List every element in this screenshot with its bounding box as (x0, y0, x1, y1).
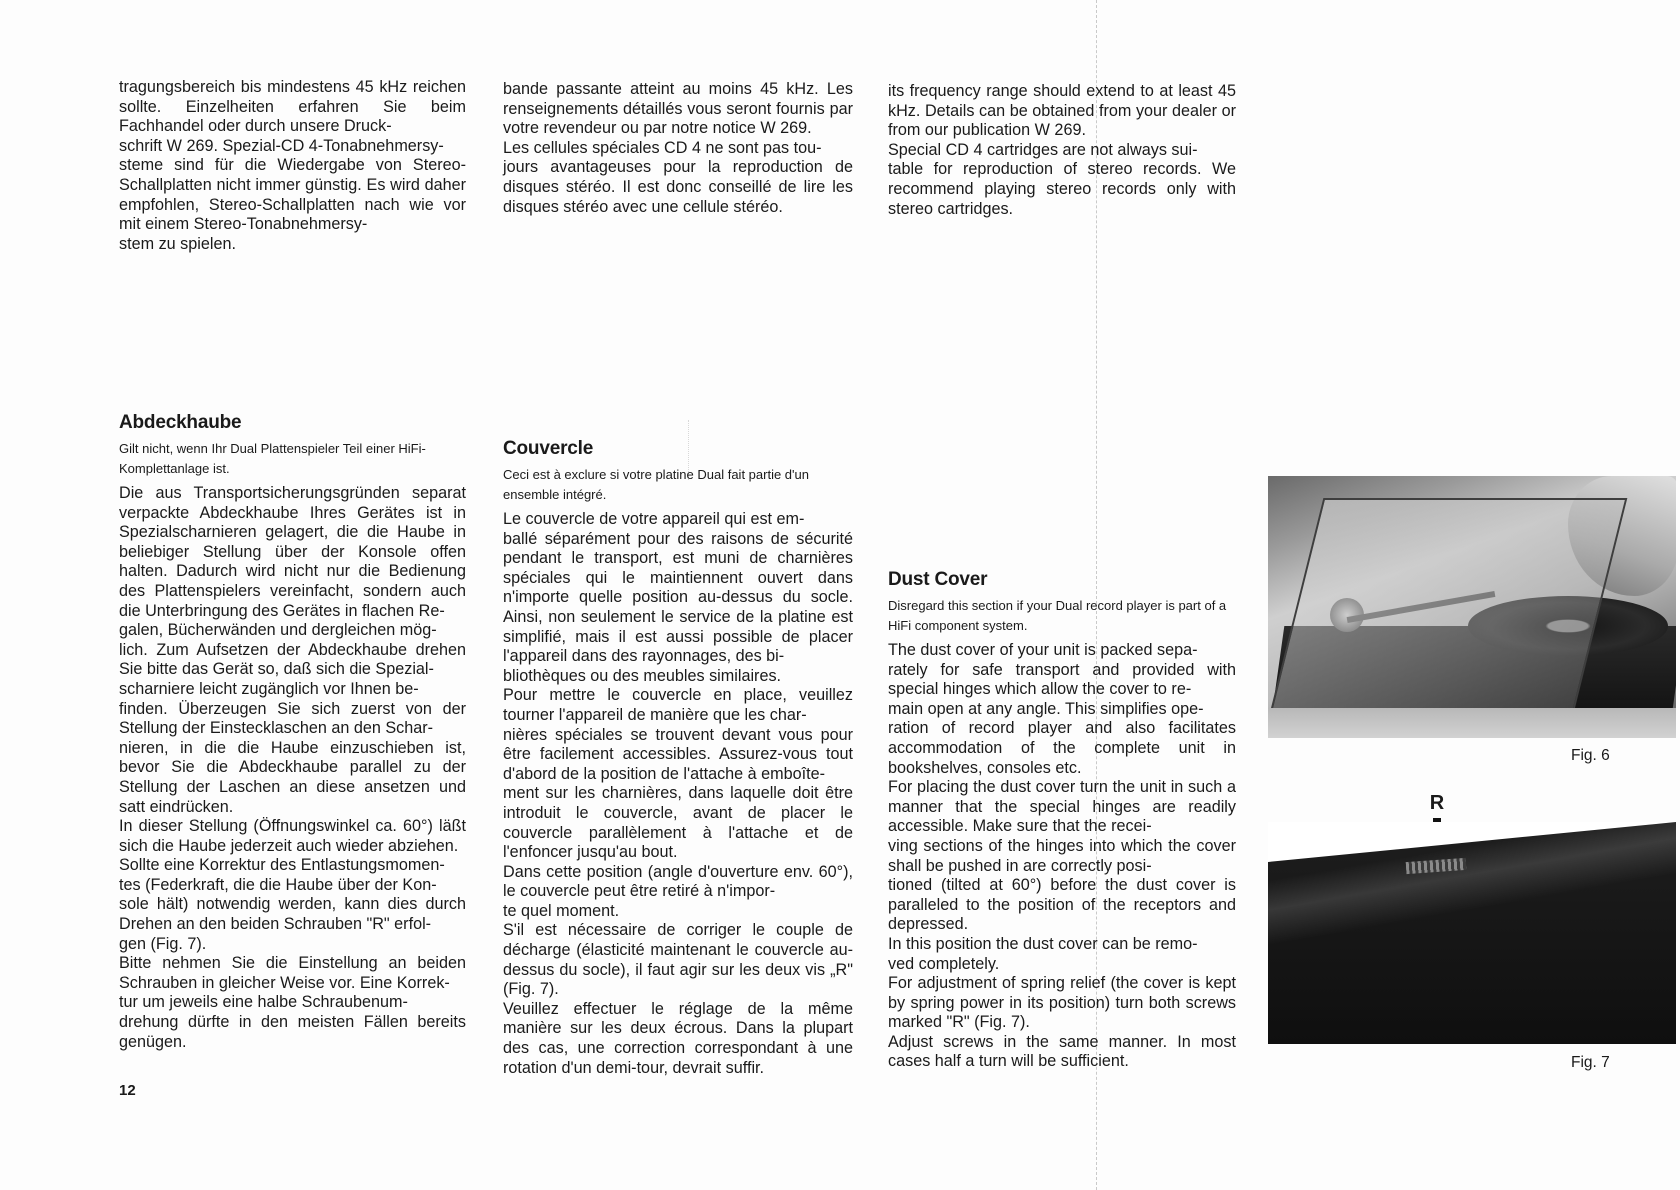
french-paragraph: Le couvercle de votre appareil qui est em- ballé séparément pour des raisons de sécurité pendant le transport, est muni de charnières spéciales qui le maintiennent ouvert dans n'importe quelle position au-dessus du socle. Ainsi, non seulement le service de la platine est simplifié, mais il est aussi possible de placer l'appareil dans des rayonnages, des bi- bliothèques ou des meubles similaires. (503, 510, 853, 685)
dust-cover-glass (1270, 498, 1627, 712)
figure-6-turntable-photo (1268, 476, 1676, 738)
german-intro-text: tragungsbereich bis mindestens 45 kHz reichen sollte. Einzelheiten erfahren Sie beim Fachhandel oder durch unsere Druck- schrift W 269. Spezial-CD 4-Tonabnehmersy- steme sind für die Wiedergabe von Stereo-Schallplatten nicht immer günstig. Es wird daher empfohlen, Stereo-Schallplatten nach wie vor mit einem Stereo-Tonabnehmersy- stem zu spielen. (119, 78, 466, 253)
german-section (119, 411, 466, 1052)
cover-sheen (1268, 822, 1676, 1044)
english-paragraph: In this position the dust cover can be remo- ved completely. (888, 934, 1198, 973)
english-paragraph: Adjust screws in the same manner. In most cases half a turn will be sufficient. (888, 1032, 1236, 1071)
french-note: Ceci est à exclure si votre platine Dual fait partie d'un ensemble intégré. (503, 467, 809, 502)
english-paragraph: For placing the dust cover turn the unit in such a manner that the special hinges are readily accessible. Make sure that the recei- ving sections of the hinges into which the cover shall be pushed in are correctly posi- tioned (tilted at 60°) before the dust cover is paralleled to the position of the receptors and depressed. (888, 778, 1236, 934)
english-intro-paragraph: Special CD 4 cartridges are not always sui- table for reproduction of stereo records. We recommend playing stereo records only with stereo cartridges. (888, 140, 1236, 218)
german-heading: Abdeckhaube (119, 412, 242, 433)
german-paragraph: In dieser Stellung (Öffnungswinkel ca. 60°) läßt sich die Haube jederzeit auch wieder abziehen. (119, 817, 466, 855)
english-note: Disregard this section if your Dual record player is part of a HiFi component system. (888, 598, 1227, 633)
french-paragraph: Veuillez effectuer le réglage de la même manière sur les deux écrous. Dans la plupart des cas, une correction correspondant à une rotation d'un demi-tour, devrait suffir. (503, 999, 853, 1077)
french-intro-column (503, 80, 853, 217)
french-intro-paragraph: bande passante atteint au moins 45 kHz. Les renseignements détaillés vous seront fournis par votre revendeur ou par notre notice W 269. (503, 80, 853, 138)
french-section (503, 437, 853, 1078)
french-heading: Couvercle (503, 438, 594, 459)
french-intro-paragraph: Les cellules spéciales CD 4 ne sont pas tou- jours avantageuses pour la reproduction de disques stéréo. Il est donc conseillé de lire les disques stéréo avec une cellule stéréo. (503, 138, 853, 216)
french-paragraph: Pour mettre le couvercle en place, veuillez tourner l'appareil de manière que les char- nières spéciales se trouvent devant vous pour être facilement accessibles. Assurez-vous tout d'abord de la position de l'attache à emboîte- ment sur les charnières, dans laquelle doit être introduit le couvercle, avant de placer le couvercle parallèlement à l'attache et de l'enfoncer jusqu'au bout. (503, 686, 853, 862)
english-intro-paragraph: its frequency range should extend to at least 45 kHz. Details can be obtained from your dealer or from our publication W 269. (888, 82, 1236, 140)
figure-7-caption: Fig. 7 (1571, 1054, 1610, 1071)
table-surface (1268, 708, 1676, 738)
german-paragraph: Bitte nehmen Sie die Einstellung an beiden Schrauben in gleicher Weise vor. Eine Korrek- tur um jeweils eine halbe Schraubenum- drehung dürfte in den meisten Fällen bereits genügen. (119, 954, 466, 1051)
german-note: Gilt nicht, wenn Ihr Dual Plattenspieler Teil einer HiFi-Komplettanlage ist. (119, 441, 426, 476)
page-number: 12 (119, 1082, 136, 1099)
french-paragraph: Dans cette position (angle d'ouverture env. 60°), le couvercle peut être retiré à n'impor- te quel moment. (503, 862, 853, 920)
german-paragraph: Die aus Transportsicherungsgründen separat verpackte Abdeckhaube Ihres Gerätes ist in Spezialscharnieren gelagert, die die Haube in beliebiger Stellung über der Konsole offen halten. Dadurch wird nicht nur die Bedienung des Plattenspielers vereinfacht, sondern auch die Unterbringung des Gerätes in flachen Re- galen, Bücherwänden und dergleichen mög- lich. Zum Aufsetzen der Abdeckhaube drehen Sie bitte das Gerät so, daß sich die Spezial- scharniere leicht zugänglich vor Ihnen be- finden. Überzeugen Sie sich zuerst von der Stellung der Einstecklaschen an den Schar- nieren, in die die Haube einzuschieben ist, bevor Sie die Abdeckhaube parallel zu der Stellung der Laschen an diese ansetzen und satt eindrücken. (119, 484, 466, 816)
figure-7-hinge-photo (1268, 822, 1676, 1044)
english-heading: Dust Cover (888, 569, 988, 590)
figure-6-caption: Fig. 6 (1571, 747, 1610, 764)
english-section (888, 568, 1236, 1072)
german-intro-column (119, 78, 466, 254)
german-paragraph: Sollte eine Korrektur des Entlastungsmomen- tes (Federkraft, die die Haube über der Kon- sole hält) notwendig werden, kann dies durch Drehen an den beiden Schrauben "R" erfol- gen (Fig. 7). (119, 856, 466, 953)
english-paragraph: The dust cover of your unit is packed sepa- rately for safe transport and provided with special hinges which allow the cover to re- main open at any angle. This simplifies ope- ration of record player and also facilitates accommodation of the complete unit in bookshelves, consoles etc. (888, 641, 1236, 777)
english-paragraph: For adjustment of spring relief (the cover is kept by spring power in its position) turn both screws marked "R" (Fig. 7). (888, 974, 1236, 1032)
english-intro-column (888, 82, 1236, 219)
french-paragraph: S'il est nécessaire de corriger le couple de décharge (élasticité maintenant le couvercle au-dessus du socle), il faut agir sur les deux vis „R" (Fig. 7). (503, 921, 853, 999)
marker-letter: R (1429, 792, 1445, 814)
